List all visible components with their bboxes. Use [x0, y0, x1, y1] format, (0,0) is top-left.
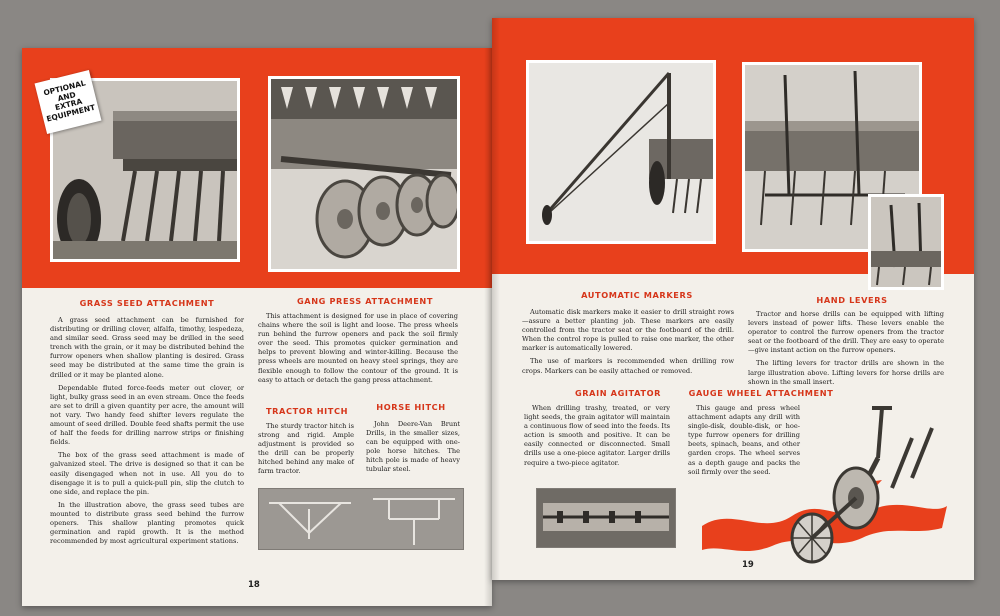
gang-press-heading: GANG PRESS ATTACHMENT	[296, 296, 434, 306]
horse-hitch-heading: HORSE HITCH	[376, 402, 446, 412]
right-page	[492, 18, 974, 580]
gang-press-wheels-illustration	[271, 79, 457, 269]
grain-agitator-heading: GRAIN AGITATOR	[574, 388, 662, 398]
horse-hitch-text	[366, 420, 460, 479]
horse-hitch-paragraph: John Deere-Van Brunt Drills, in the smaller sizes, can be equipped with one-pole horse hitches. The hitch pole is made of heavy tubular steel.	[366, 420, 460, 474]
automatic-markers-text	[522, 308, 734, 380]
automatic-markers-paragraph: Automatic disk markers make it easier to drill straight rows—assure a better planting job. These markers are easily controlled from the tractor seat or the footboard of the drill. When the control rope is pulled to raise one marker, the other marker is automatically lowered.	[522, 308, 734, 353]
gauge-wheel-paragraph: This gauge and press wheel attachment adapts any drill with single-disk, double-disk, or hoe-type furrow openers for drilling beets, spinach, beans, and other garden crops. The wheel serves as a depth gauge and packs the soil firmly over the seed.	[688, 404, 800, 476]
left-page	[22, 48, 492, 606]
hand-levers-paragraph: Tractor and horse drills can be equipped with lifting levers instead of power lifts. These levers enable the operator to control the furrow openers from the tractor seat or the footboard of the drill. They are easy to operate—give instant action on the furrow openers.	[748, 310, 944, 355]
grass-seed-heading: GRASS SEED ATTACHMENT	[79, 298, 215, 308]
hand-levers-heading: HAND LEVERS	[816, 295, 888, 305]
automatic-markers-paragraph: The use of markers is recommended when drilling row crops. Markers can be easily attached or removed.	[522, 357, 734, 375]
gauge-wheel-heading: GAUGE WHEEL ATTACHMENT	[688, 388, 834, 398]
grass-seed-paragraph: The box of the grass seed attachment is made of galvanized steel. The drive is designed so that it can be easily disengaged when not in use. All you do to disengage it is to pull a quick-pull pin, slip the clutch to one side, and replace the pin.	[50, 451, 244, 496]
gauge-wheel-illustration	[782, 398, 952, 568]
optional-equipment-badge: OPTIONAL AND EXTRA EQUIPMENT	[35, 70, 102, 134]
gang-press-text	[258, 312, 458, 389]
grass-seed-paragraph: A grass seed attachment can be furnished for distributing or drilling clover, alfalfa, timothy, lespedeza, and similar seed. Grass seed may be drilled in the seed trench with the grain, or it may be distributed behind the furrow openers when shallow planting is desired. Grass seed may be distributed at the same time the grain is drilled or it may be planted alone.	[50, 316, 244, 379]
grass-seed-paragraph: In the illustration above, the grass seed tubes are mounted to distribute grass seed behind the furrow openers. This shallow planting promotes quick germination and rapid growth. It is the method recommended by most agricultural experiment stations.	[50, 500, 244, 546]
tractor-hitch-text	[258, 422, 354, 481]
horse-drill-lever-insert-photo	[868, 194, 944, 290]
automatic-marker-illustration	[529, 63, 713, 241]
tractor-hitch-heading: TRACTOR HITCH	[265, 406, 349, 416]
hitch-drawing	[259, 489, 463, 549]
grass-seed-text	[50, 316, 244, 550]
automatic-markers-photo	[526, 60, 716, 244]
gang-press-paragraph: This attachment is designed for use in place of covering chains where the soil is light and loose. The press wheels run behind the furrow openers and pack the soil firmly over the seed. This promotes quicker germination and helps to prevent blowing and winter-killing. Because the press wheels are mounted on heavy steel springs, they are flexible enough to follow the contour of the ground. It is easy to attach or detach the gang press attachment.	[258, 312, 458, 384]
grain-agitator-photo	[536, 488, 676, 548]
gang-press-attachment-photo	[268, 76, 460, 272]
grain-agitator-illustration	[537, 489, 675, 547]
page-number: 18	[248, 580, 260, 590]
page-number: 19	[742, 560, 754, 570]
tractor-hitch-paragraph: The sturdy tractor hitch is strong and rigid. Ample adjustment is provided so the drill can be properly hitched behind any make of farm tractor.	[258, 422, 354, 476]
horse-drill-lever-illustration	[871, 197, 941, 287]
spine-shadow	[484, 48, 492, 606]
spine-shadow	[492, 18, 500, 580]
hitch-illustration	[258, 488, 464, 550]
automatic-markers-heading: AUTOMATIC MARKERS	[581, 290, 693, 300]
hand-levers-paragraph: The lifting levers for tractor drills are shown in the large illustration above. Lifting levers for horse drills are shown in the small insert.	[748, 359, 944, 386]
hand-levers-text	[748, 310, 944, 391]
grain-agitator-paragraph: When drilling trashy, treated, or very light seeds, the grain agitator will maintain a continuous flow of seed into the feeds. Its action is smooth and positive. It can be easily connected or disconnected. Small drills use a one-piece agitator. Larger drills require a two-piece agitator.	[524, 404, 670, 467]
grain-agitator-text	[524, 404, 670, 472]
grass-seed-paragraph: Dependable fluted force-feeds meter out clover, or light, bulky grass seed in an even stream. Once the feeds are set to drill a given quantity per acre, the amount will not vary. Two handy feed shifter levers regulate the amount of seed drilled. Double feed shafts permit the use of half the feeds for drilling narrow strips or finishing fields.	[50, 383, 244, 447]
